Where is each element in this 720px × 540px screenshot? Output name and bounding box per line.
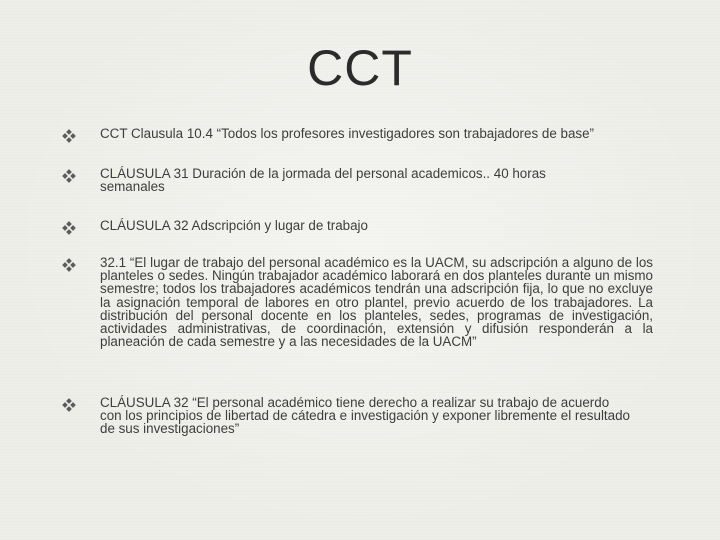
diamond-clover-bullet-icon — [62, 398, 76, 412]
bullet-text: CLÁUSULA 32 Adscripción y lugar de trabajo — [100, 218, 368, 233]
bullet-text: CLÁUSULA 31 Duración de la jormada del personal academicos.. 40 horas semanales — [100, 166, 546, 195]
bullet-text: CCT Clausula 10.4 “Todos los profesores investigadores son trabajadores de base” — [100, 126, 594, 141]
slide-title: CCT — [307, 40, 413, 96]
diamond-clover-bullet-icon — [62, 169, 76, 183]
diamond-clover-bullet-icon — [62, 258, 76, 272]
bullet-text: 32.1 “El lugar de trabajo del personal académico es la UACM, su adscripción a alguno de los planteles o sedes. Ningún trabajador académico laborará en dos planteles durante un mismo semestre; todos los trabajadores académicos tendrán una adscripción fija, lo que no excluye la asignación temporal de labores en otro plantel, previo acuerdo de los trabajadores. La distribución del personal docente en los planteles, sedes, programas de investigación, actividades administrativas, de coordinación, extensión y difusión responderán a la planeación de cada semestre y a las necesidades de la UACM” — [100, 255, 653, 350]
diamond-clover-bullet-icon — [62, 221, 76, 235]
diamond-clover-bullet-icon — [62, 129, 76, 143]
bullet-text: CLÁUSULA 32 “El personal académico tiene derecho a realizar su trabajo de acuerdo con los principios de libertad de cátedra e investigación y exponer libremente el resultado de sus investigaciones” — [100, 395, 630, 437]
